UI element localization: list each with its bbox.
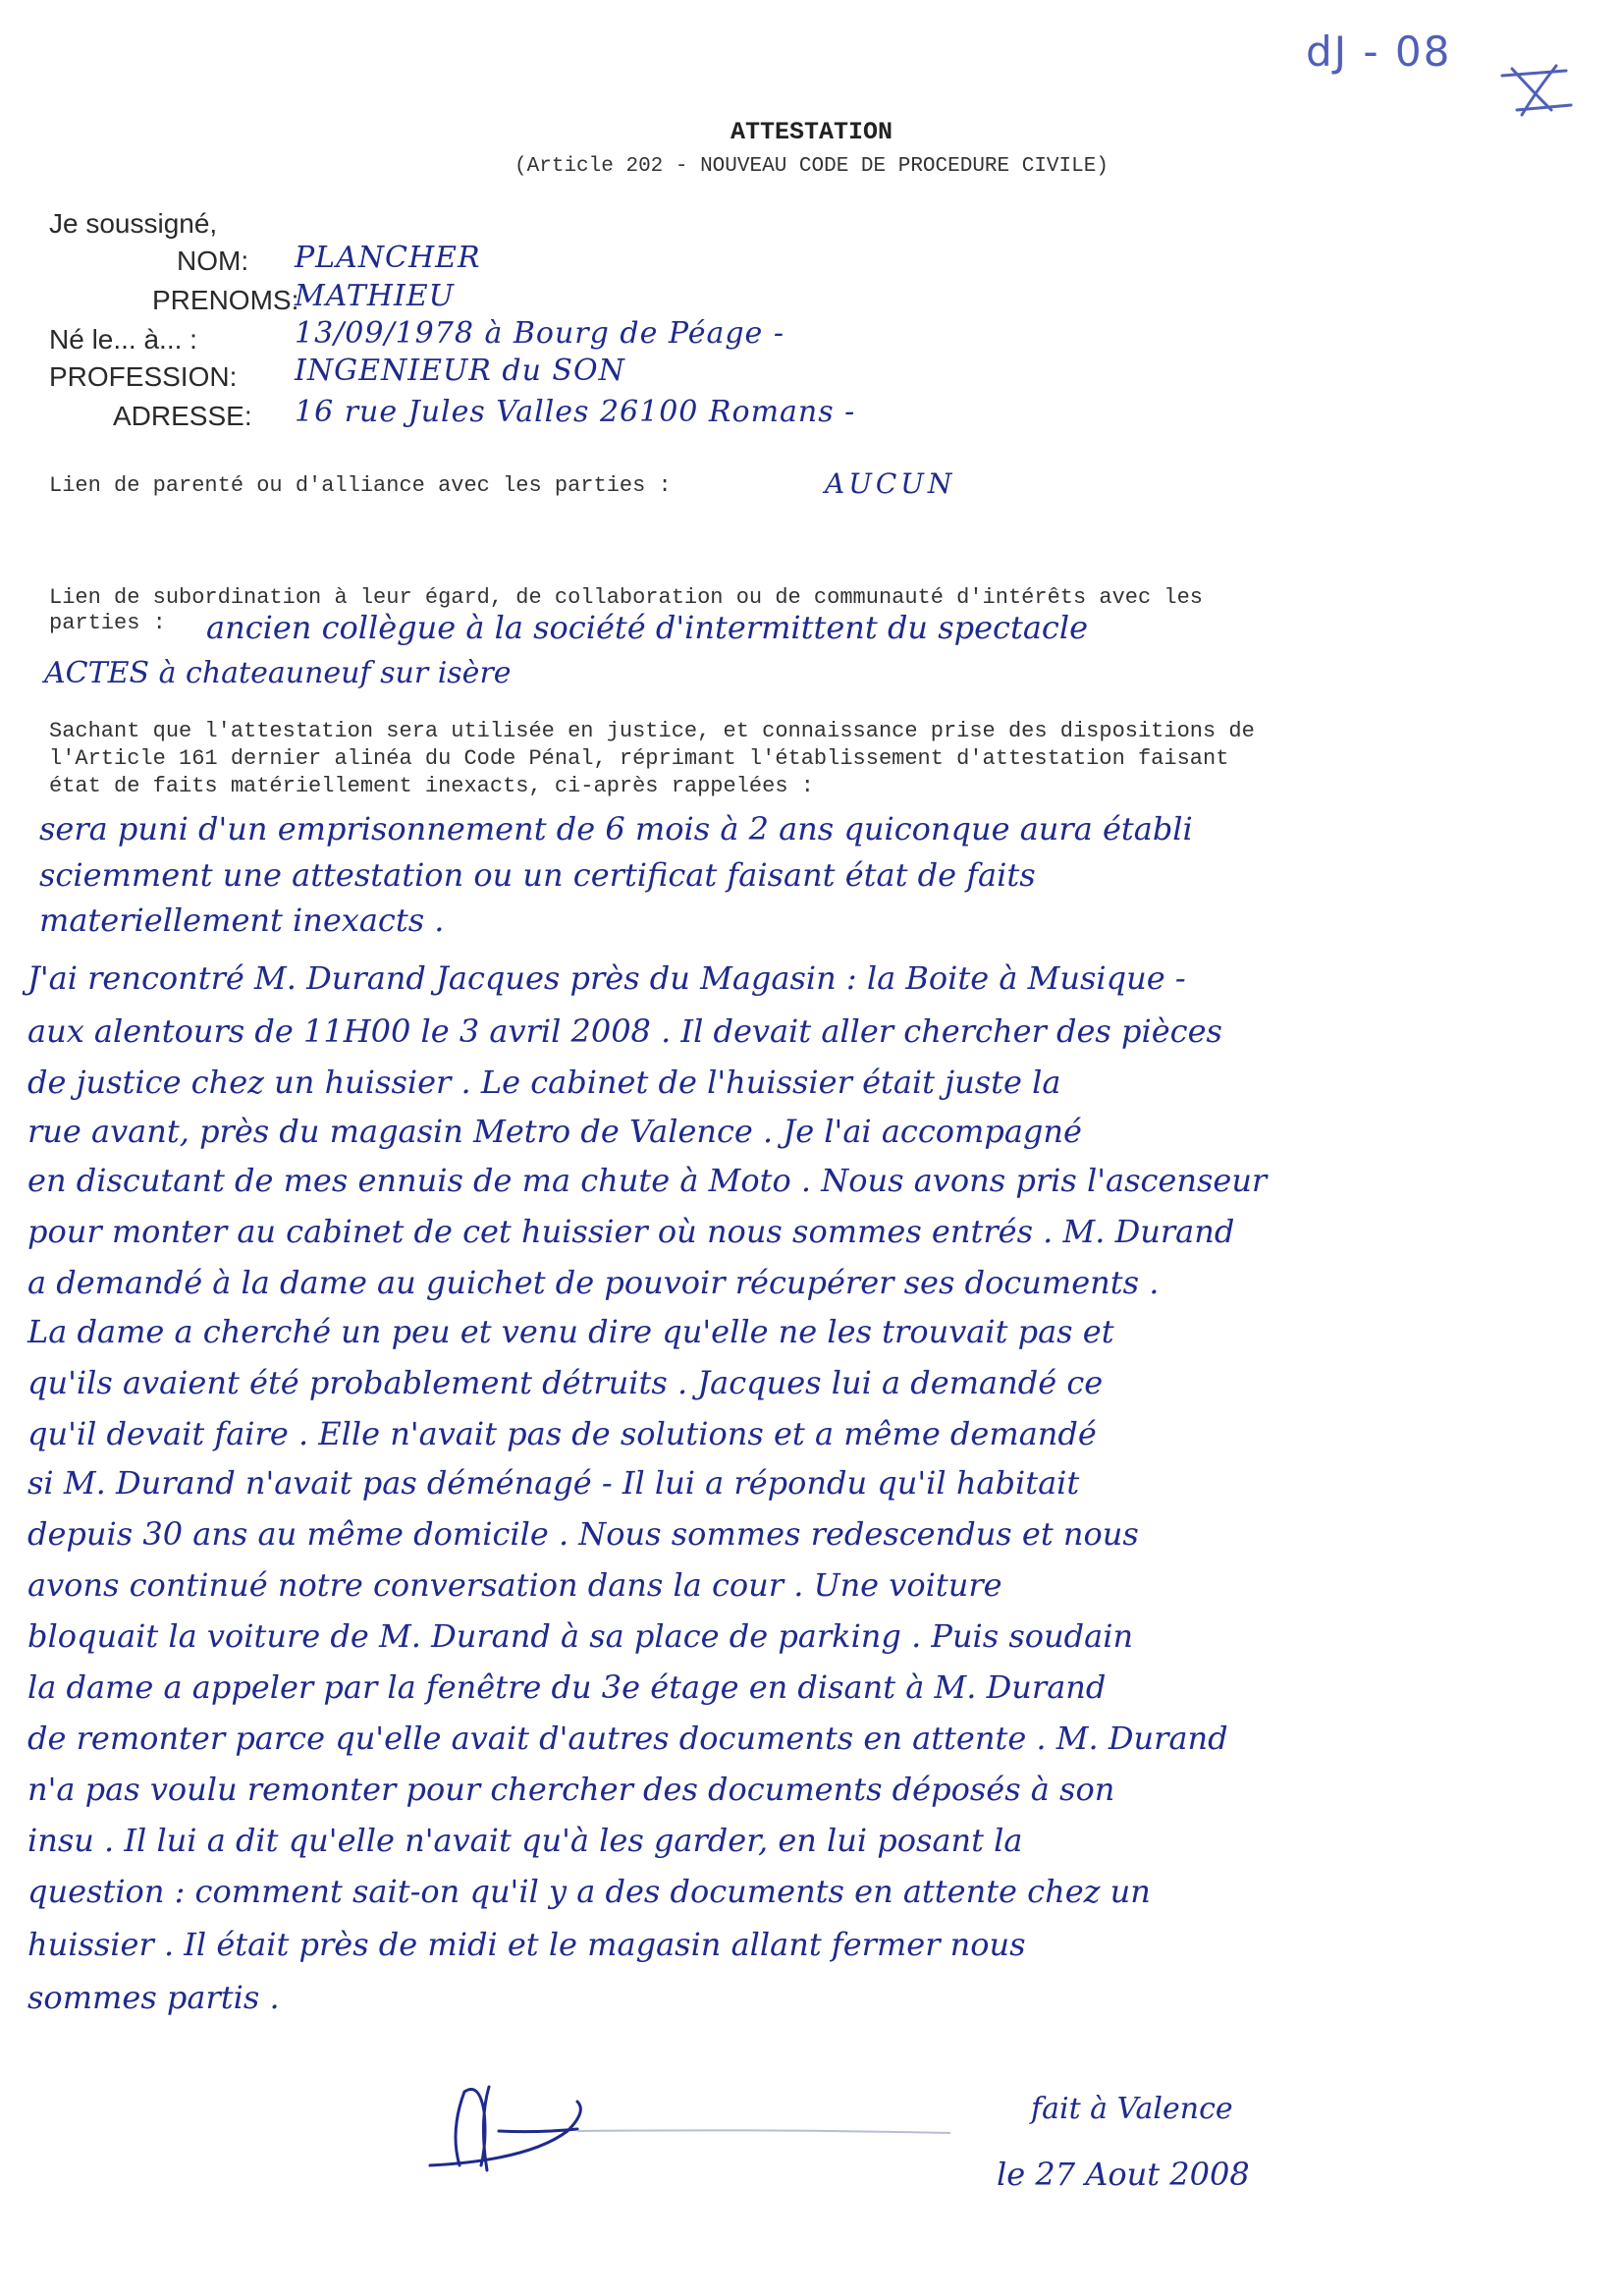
prenoms-label: PRENOMS: xyxy=(152,285,299,315)
statement-line: qu'il devait faire . Elle n'avait pas de solutions et a même demandé xyxy=(27,1415,1097,1452)
statement-line: de justice chez un huissier . Le cabinet de l'huissier était juste la xyxy=(27,1064,1061,1101)
nom-value: PLANCHER xyxy=(295,241,481,275)
statement-line: pour monter au cabinet de cet huissier où nous sommes entrés . M. Durand xyxy=(27,1213,1235,1250)
subordination-label-line2: parties : xyxy=(49,611,166,635)
ne-value: 13/09/1978 à Bourg de Péage - xyxy=(295,316,784,351)
statement-line: huissier . Il était près de midi et le magasin allant fermer nous xyxy=(27,1926,1026,1963)
sachant-line2: l'Article 161 dernier alinéa du Code Pénal, réprimant l'établissement d'attestation faisant xyxy=(49,746,1229,771)
statement-line: avons continué notre conversation dans la cour . Une voiture xyxy=(27,1566,1002,1604)
statement-line: rue avant, près du magasin Metro de Valence . Je l'ai accompagné xyxy=(27,1113,1082,1150)
profession-value: INGENIEUR du SON xyxy=(295,354,625,388)
statement-line: si M. Durand n'avait pas déménagé - Il lui a répondu qu'il habitait xyxy=(27,1464,1080,1502)
statement-line: en discutant de mes ennuis de ma chute à Moto . Nous avons pris l'ascenseur xyxy=(27,1162,1268,1199)
reference-mark: dJ - 08 xyxy=(1306,27,1452,76)
profession-label: PROFESSION: xyxy=(49,361,238,392)
statement-line: a demandé à la dame au guichet de pouvoir récupérer ses documents . xyxy=(27,1264,1160,1301)
statement-line: bloquait la voiture de M. Durand à sa place de parking . Puis soudain xyxy=(27,1617,1134,1655)
subordination-value-line2: ACTES à chateauneuf sur isère xyxy=(44,656,512,690)
intro-text: Je soussigné, xyxy=(49,208,218,239)
adresse-value: 16 rue Jules Valles 26100 Romans - xyxy=(295,395,856,429)
nom-label: NOM: xyxy=(177,246,249,276)
corner-initials-icon xyxy=(1497,61,1576,120)
sachant-line1: Sachant que l'attestation sera utilisée en justice, et connaissance prise des dispositions de xyxy=(49,719,1255,743)
subordination-label-line1: Lien de subordination à leur égard, de collaboration ou de communauté d'intérêts avec les xyxy=(49,585,1203,610)
adresse-label: ADRESSE: xyxy=(113,401,252,431)
date-text: le 27 Aout 2008 xyxy=(997,2156,1250,2193)
sachant-line3: état de faits matériellement inexacts, ci-après rappelées : xyxy=(49,774,814,798)
statement-line: depuis 30 ans au même domicile . Nous sommes redescendus et nous xyxy=(27,1515,1139,1553)
parente-value: AUCUN xyxy=(825,467,956,500)
statement-line: J'ai rencontré M. Durand Jacques près du Magasin : la Boite à Musique - xyxy=(27,959,1186,997)
signature-icon xyxy=(371,2072,960,2190)
statement-line: aux alentours de 11H00 le 3 avril 2008 . Il devait aller chercher des pièces xyxy=(27,1012,1222,1050)
parente-label: Lien de parenté ou d'alliance avec les parties : xyxy=(49,473,672,498)
statement-line: La dame a cherché un peu et venu dire qu'elle ne les trouvait pas et xyxy=(27,1313,1114,1350)
ne-label: Né le... à... : xyxy=(49,324,197,355)
penalty-line3: materiellement inexacts . xyxy=(39,902,445,939)
penalty-line1: sera puni d'un emprisonnement de 6 mois à 2 ans quiconque aura établi xyxy=(39,810,1193,847)
statement-line: insu . Il lui a dit qu'elle n'avait qu'à les garder, en lui posant la xyxy=(27,1822,1023,1859)
statement-line: qu'ils avaient été probablement détruits . Jacques lui a demandé ce xyxy=(27,1364,1104,1401)
statement-line: n'a pas voulu remonter pour chercher des documents déposés à son xyxy=(27,1771,1115,1808)
statement-line: sommes partis . xyxy=(27,1979,280,2016)
penalty-line2: sciemment une attestation ou un certificat faisant état de faits xyxy=(39,856,1036,894)
document-title: ATTESTATION xyxy=(730,118,893,146)
statement-line: de remonter parce qu'elle avait d'autres documents en attente . M. Durand xyxy=(27,1720,1228,1757)
subordination-value-line1: ancien collègue à la société d'intermittent du spectacle xyxy=(206,609,1088,646)
statement-line: la dame a appeler par la fenêtre du 3e étage en disant à M. Durand xyxy=(27,1668,1107,1706)
document-subtitle: (Article 202 - NOUVEAU CODE DE PROCEDURE CIVILE) xyxy=(514,155,1109,178)
prenoms-value: MATHIEU xyxy=(295,279,455,313)
statement-line: question : comment sait-on qu'il y a des documents en attente chez un xyxy=(27,1873,1151,1910)
place-text: fait à Valence xyxy=(1031,2092,1233,2126)
